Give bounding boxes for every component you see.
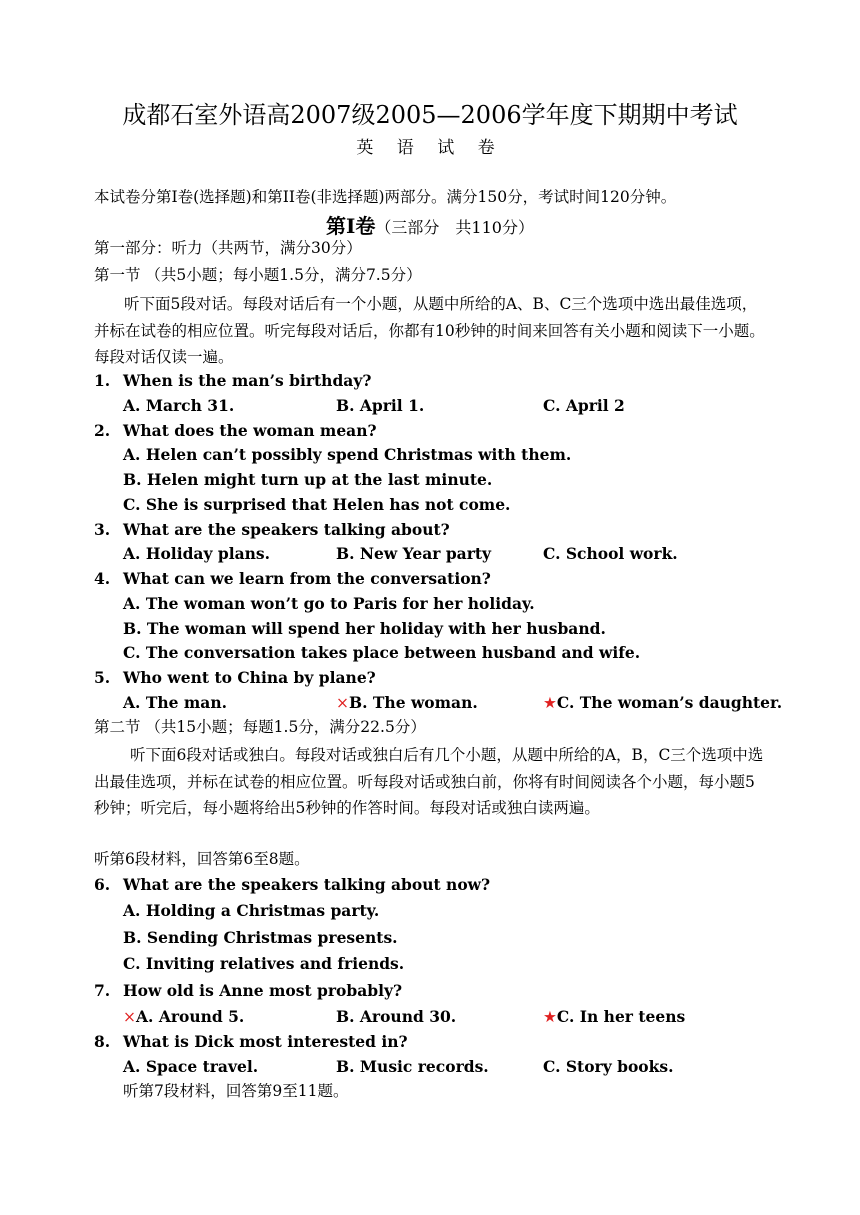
question-6-number: 6. <box>94 875 111 894</box>
question-5-option-a: A. The man. <box>123 693 227 712</box>
exam-intro: 本试卷分第Ⅰ卷(选择题)和第II卷(非选择题)两部分。满分150分，考试时间120分钟。 <box>94 188 677 206</box>
part1-title-big: 第Ⅰ卷 <box>326 214 376 238</box>
question-7-option-b: B. Around 30. <box>336 1007 457 1026</box>
question-8-option-c: C. Story books. <box>543 1057 674 1076</box>
cross-mark-icon: × <box>336 694 349 712</box>
section2-instructions: 听下面6段对话或独白。每段对话或独白后有几个小题，从题中所给的A，B，C三个选项中选出最佳选项，并标在试卷的相应位置。听每段对话或独白前，你将有时间阅读各个小题，每小题5秒钟；听完后，每小题将给出5秒钟的作答时间。每段对话或独白读两遍。 <box>94 746 764 817</box>
section1-heading: 第一节 （共5小题；每小题1.5分，满分7.5分） <box>94 266 422 284</box>
question-8-text: What is Dick most interested in? <box>123 1032 408 1051</box>
question-5-option-b: B. The woman. <box>349 693 478 712</box>
question-5-option-c-row <box>543 692 782 714</box>
question-7-option-c: C. In her teens <box>556 1007 686 1026</box>
question-1-option-c: C. April 2 <box>543 396 625 415</box>
question-6-option-b: B. Sending Christmas presents. <box>123 928 398 947</box>
listening-section-heading: 第一部分：听力（共两节，满分30分） <box>94 239 362 257</box>
section1-instructions: 听下面5段对话。每段对话后有一个小题，从题中所给的A、B、C三个选项中选出最佳选项，并标在试卷的相应位置。听完每段对话后，你都有10秒钟的时间来回答有关小题和阅读下一小题。每段对话仅读一遍。 <box>94 295 765 366</box>
question-3-option-c: C. School work. <box>543 544 678 563</box>
question-8-number: 8. <box>94 1032 111 1051</box>
material-6-instruction: 听第6段材料，回答第6至8题。 <box>94 850 310 868</box>
question-7-number: 7. <box>94 981 111 1000</box>
question-2-option-b: B. Helen might turn up at the last minute. <box>123 470 493 489</box>
question-8-option-a: A. Space travel. <box>123 1057 259 1076</box>
part1-title <box>0 210 860 239</box>
question-1-option-b: B. April 1. <box>336 396 425 415</box>
question-7-option-c-row <box>543 1006 685 1028</box>
question-2-text: What does the woman mean? <box>123 421 377 440</box>
question-3-option-b: B. New Year party <box>336 544 492 563</box>
question-7-option-a: A. Around 5. <box>136 1007 245 1026</box>
star-mark-icon: ★ <box>543 694 557 712</box>
question-1-number: 1. <box>94 371 111 390</box>
exam-subtitle: 英 语 试 卷 <box>356 138 504 158</box>
question-1-option-a: A. March 31. <box>123 396 235 415</box>
question-2-number: 2. <box>94 421 111 440</box>
star-mark-icon: ★ <box>543 1008 557 1026</box>
question-5-number: 5. <box>94 668 111 687</box>
exam-title: 成都石室外语高2007级2005—2006学年度下期期中考试 <box>122 101 738 129</box>
question-3-option-a: A. Holiday plans. <box>123 544 271 563</box>
question-7-option-a-row <box>123 1006 244 1028</box>
question-2-option-a: A. Helen can’t possibly spend Christmas with them. <box>123 445 572 464</box>
question-7-text: How old is Anne most probably? <box>123 981 403 1000</box>
question-5-text: Who went to China by plane? <box>123 668 376 687</box>
part1-title-small: （三部分 共110分） <box>375 218 534 237</box>
question-5-option-c: C. The woman’s daughter. <box>556 693 783 712</box>
question-4-text: What can we learn from the conversation? <box>123 569 491 588</box>
question-1-text: When is the man’s birthday? <box>123 371 372 390</box>
question-4-option-a: A. The woman won’t go to Paris for her holiday. <box>123 594 535 613</box>
question-8-option-b: B. Music records. <box>336 1057 489 1076</box>
question-6-option-c: C. Inviting relatives and friends. <box>123 954 405 973</box>
question-6-text: What are the speakers talking about now? <box>123 875 491 894</box>
question-3-text: What are the speakers talking about? <box>123 520 450 539</box>
question-6-option-a: A. Holding a Christmas party. <box>123 901 380 920</box>
question-4-number: 4. <box>94 569 111 588</box>
section2-heading: 第二节 （共15小题；每题1.5分，满分22.5分） <box>94 718 426 736</box>
question-4-option-b: B. The woman will spend her holiday with her husband. <box>123 619 606 638</box>
question-2-option-c: C. She is surprised that Helen has not come. <box>123 495 511 514</box>
cross-mark-icon: × <box>123 1008 136 1026</box>
question-4-option-c: C. The conversation takes place between husband and wife. <box>123 643 641 662</box>
question-5-option-b-row <box>336 692 478 714</box>
material-7-instruction: 听第7段材料，回答第9至11题。 <box>123 1082 349 1100</box>
question-3-number: 3. <box>94 520 111 539</box>
